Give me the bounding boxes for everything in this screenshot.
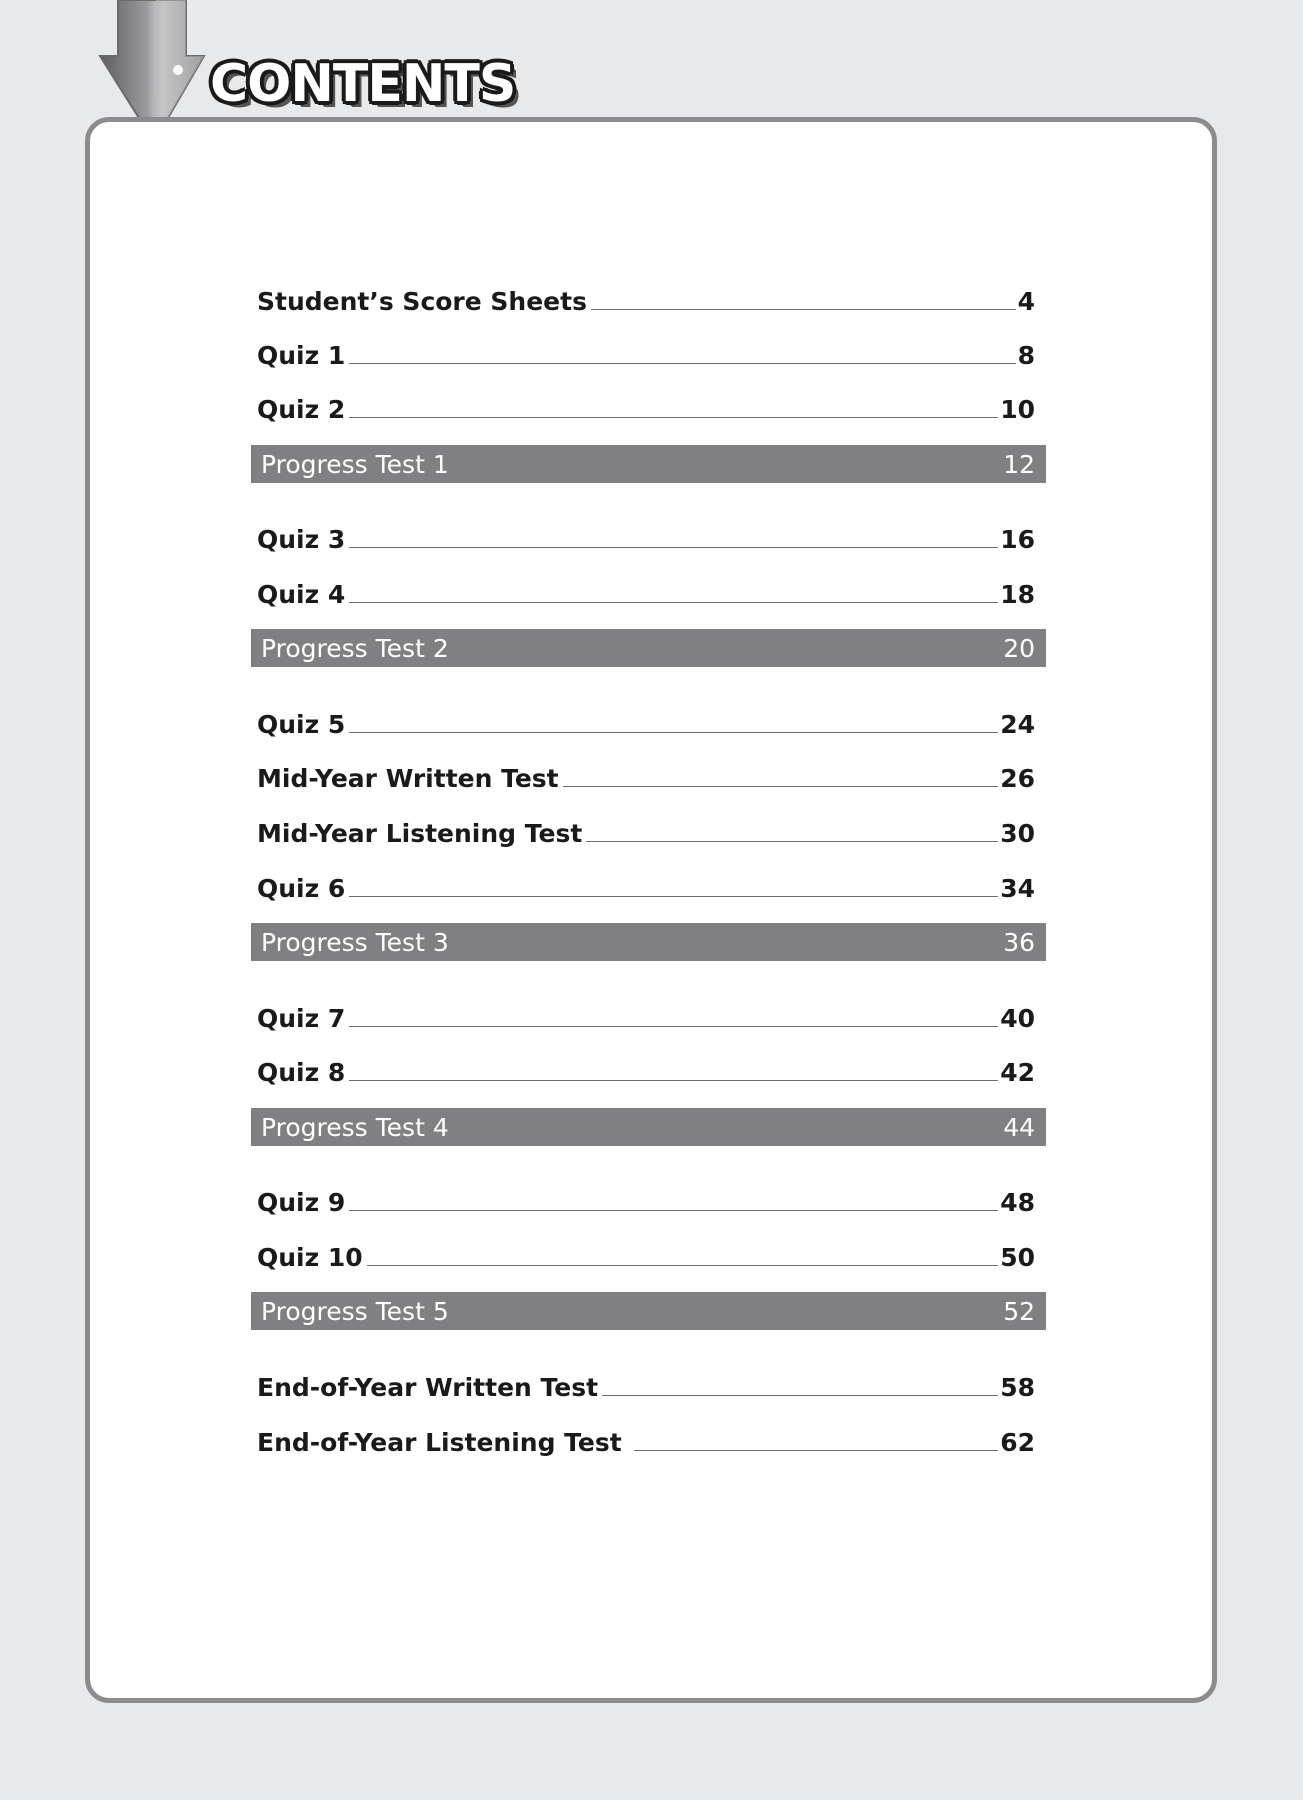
toc-entry-page: 8	[1017, 341, 1035, 370]
toc-band-label: Progress Test 3	[261, 927, 449, 957]
dot-leader	[349, 732, 998, 733]
toc-entry-label: Quiz 7	[257, 1004, 346, 1033]
toc-entry-label: Quiz 4	[257, 580, 346, 609]
toc-entry-quiz-8[interactable]	[257, 1045, 1035, 1085]
toc-band-page: 12	[1003, 449, 1035, 479]
toc-band-label: Progress Test 2	[261, 633, 449, 663]
toc-band-progress-test-1[interactable]	[251, 445, 1046, 483]
toc-band-page: 44	[1003, 1112, 1035, 1142]
toc-band-page: 36	[1003, 927, 1035, 957]
toc-band-label: Progress Test 1	[261, 449, 449, 479]
toc-entry-label: Quiz 6	[257, 874, 346, 903]
toc-band-label: Progress Test 5	[261, 1296, 449, 1326]
dot-leader	[602, 1395, 998, 1396]
dot-leader	[349, 896, 998, 897]
toc-band-progress-test-4[interactable]	[251, 1108, 1046, 1146]
toc-entry-label: Mid-Year Written Test	[257, 764, 559, 793]
dot-leader	[349, 602, 998, 603]
dot-leader	[634, 1450, 999, 1451]
toc-entry-page: 16	[1000, 525, 1035, 554]
toc-entry-label: Mid-Year Listening Test	[257, 819, 583, 848]
toc-entry-page: 26	[1000, 764, 1035, 793]
toc-entry-page: 34	[1000, 874, 1035, 903]
toc-entry-mid-year-written-test[interactable]	[257, 751, 1035, 791]
dot-leader	[591, 309, 1016, 310]
dot-leader	[349, 363, 1015, 364]
toc-entry-label: Quiz 5	[257, 710, 346, 739]
toc-entry-end-of-year-listening-test[interactable]	[257, 1415, 1035, 1455]
toc-band-progress-test-3[interactable]	[251, 923, 1046, 961]
toc-entry-page: 30	[1000, 819, 1035, 848]
dot-leader	[349, 1026, 998, 1027]
toc-entry-quiz-6[interactable]	[257, 861, 1035, 901]
toc-entry-page: 58	[1000, 1373, 1035, 1402]
toc-entry-page: 4	[1017, 287, 1035, 316]
toc-entry-mid-year-listening-test[interactable]	[257, 806, 1035, 846]
toc-band-progress-test-2[interactable]	[251, 629, 1046, 667]
toc-entry-label: Quiz 8	[257, 1058, 346, 1087]
toc-entry-quiz-9[interactable]	[257, 1175, 1035, 1215]
toc-entry-label: End-of-Year Listening Test	[257, 1428, 622, 1457]
toc-entry-quiz-2[interactable]	[257, 382, 1035, 422]
toc-band-progress-test-5[interactable]	[251, 1292, 1046, 1330]
toc-entry-quiz-1[interactable]	[257, 328, 1035, 368]
toc-entry-page: 18	[1000, 580, 1035, 609]
toc-entry-quiz-3[interactable]	[257, 512, 1035, 552]
toc-band-page: 20	[1003, 633, 1035, 663]
toc-entry-page: 48	[1000, 1188, 1035, 1217]
toc-entry-score-sheets[interactable]	[257, 274, 1035, 314]
dot-leader	[349, 547, 998, 548]
dot-leader	[586, 841, 998, 842]
page-title: CONTENTS	[210, 54, 516, 114]
toc-entry-page: 62	[1000, 1428, 1035, 1457]
toc-entry-page: 42	[1000, 1058, 1035, 1087]
toc-entry-label: End-of-Year Written Test	[257, 1373, 599, 1402]
dot-leader	[367, 1265, 999, 1266]
dot-leader	[349, 1210, 998, 1211]
toc-entry-page: 24	[1000, 710, 1035, 739]
toc-entry-end-of-year-written-test[interactable]	[257, 1360, 1035, 1400]
toc-entry-quiz-4[interactable]	[257, 567, 1035, 607]
toc-band-label: Progress Test 4	[261, 1112, 449, 1142]
dot-leader	[349, 417, 998, 418]
dot-leader	[349, 1080, 998, 1081]
toc-entry-page: 10	[1000, 395, 1035, 424]
toc-entry-label: Quiz 3	[257, 525, 346, 554]
toc-entry-label: Quiz 1	[257, 341, 346, 370]
toc-band-page: 52	[1003, 1296, 1035, 1326]
toc-entry-page: 40	[1000, 1004, 1035, 1033]
toc-entry-page: 50	[1000, 1243, 1035, 1272]
toc-entry-quiz-7[interactable]	[257, 991, 1035, 1031]
toc-entry-label: Quiz 9	[257, 1188, 346, 1217]
toc-entry-label: Quiz 10	[257, 1243, 363, 1272]
toc-entry-quiz-10[interactable]	[257, 1230, 1035, 1270]
toc-entry-quiz-5[interactable]	[257, 697, 1035, 737]
dot-leader	[563, 786, 999, 787]
toc-entry-label: Quiz 2	[257, 395, 346, 424]
toc-entry-label: Student’s Score Sheets	[257, 287, 587, 316]
